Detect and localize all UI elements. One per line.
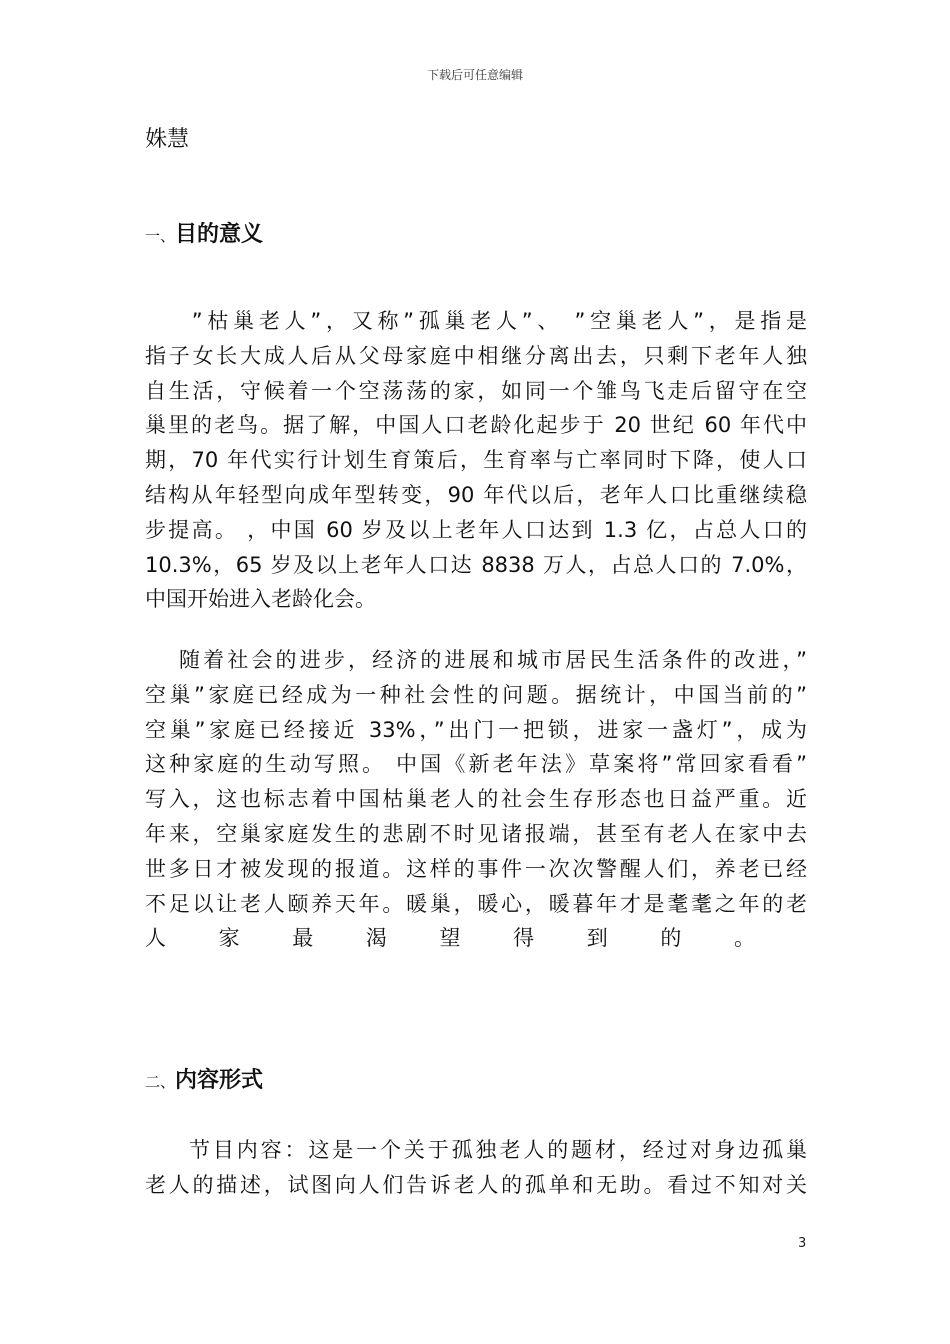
paragraph-line: 自生活，守候着一个空荡荡的家，如同一个雏鸟飞走后留守在空 [145, 378, 807, 403]
paragraph-line: 指子女长大成人后从父母家庭中相继分离出去，只剩下老年人独 [145, 343, 807, 368]
paragraph-2 [145, 643, 807, 956]
section-heading-2 [145, 1063, 263, 1094]
paragraph-line: 中国开始进入老龄化会。 [145, 587, 376, 612]
paragraph-3 [145, 1133, 807, 1203]
paragraph-line: 节目内容：这是一个关于孤独老人的题材，经过对身边孤巢 [189, 1138, 807, 1162]
paragraph-line: 期，70 年代实行计划生育策后，生育率与亡率同时下降，使人口 [145, 448, 807, 473]
section-title-1: 目的意义 [175, 222, 264, 247]
paragraph-1 [145, 304, 807, 617]
paragraph-line: 人家最渴望得到的。 [145, 926, 807, 951]
paragraph-line: 年来，空巢家庭发生的悲剧不时见诸报端，甚至有老人在家中去 [145, 821, 807, 846]
page-header: 下载后可任意编辑 [426, 68, 523, 82]
paragraph-line: ”枯巢老人”，又称”孤巢老人”、 ”空巢老人”，是指是 [166, 309, 807, 333]
paragraph-line: 这种家庭的生动写照。 中国《新老年法》草案将”常回家看看” [145, 752, 807, 777]
paragraph-line: 写入，这也标志着中国枯巢老人的社会生存形态也日益严重。近 [145, 787, 807, 812]
section-number-2: 二、 [145, 1073, 176, 1091]
paragraph-line: 随着社会的进步，经济的进展和城市居民生活条件的改进，” [179, 648, 807, 672]
page-number: 3 [798, 1236, 807, 1251]
author-name: 姝慧 [145, 127, 190, 152]
section-title-2: 内容形式 [175, 1068, 264, 1093]
paragraph-line: 10.3%，65 岁及以上老年人口达 8838 万人，占总人口的 7.0%， [145, 552, 807, 577]
paragraph-line: 空巢”家庭已经成为一种社会性的问题。据统计，中国当前的” [145, 682, 807, 707]
paragraph-line: 不足以让老人颐养天年。暖巢，暖心，暖暮年才是耄耄之年的老 [145, 891, 807, 916]
paragraph-line: 世多日才被发现的报道。这样的事件一次次警醒人们，养老已经 [145, 856, 807, 881]
paragraph-line: 空巢”家庭已经接近 33%，”出门一把锁，进家一盏灯”，成为 [145, 717, 807, 742]
section-number-1: 一、 [145, 227, 176, 245]
paragraph-line: 老人的描述，试图向人们告诉老人的孤单和无助。看过不知对关 [145, 1172, 807, 1197]
paragraph-line: 巢里的老鸟。据了解，中国人口老龄化起步于 20 世纪 60 年代中 [145, 413, 807, 438]
paragraph-line: 结构从年轻型向成年型转变，90 年代以后，老年人口比重继续稳 [145, 482, 807, 507]
section-heading-1 [145, 217, 263, 248]
paragraph-line: 步提高。 ，中国 60 岁及以上老年人口达到 1.3 亿，占总人口的 [145, 517, 807, 542]
